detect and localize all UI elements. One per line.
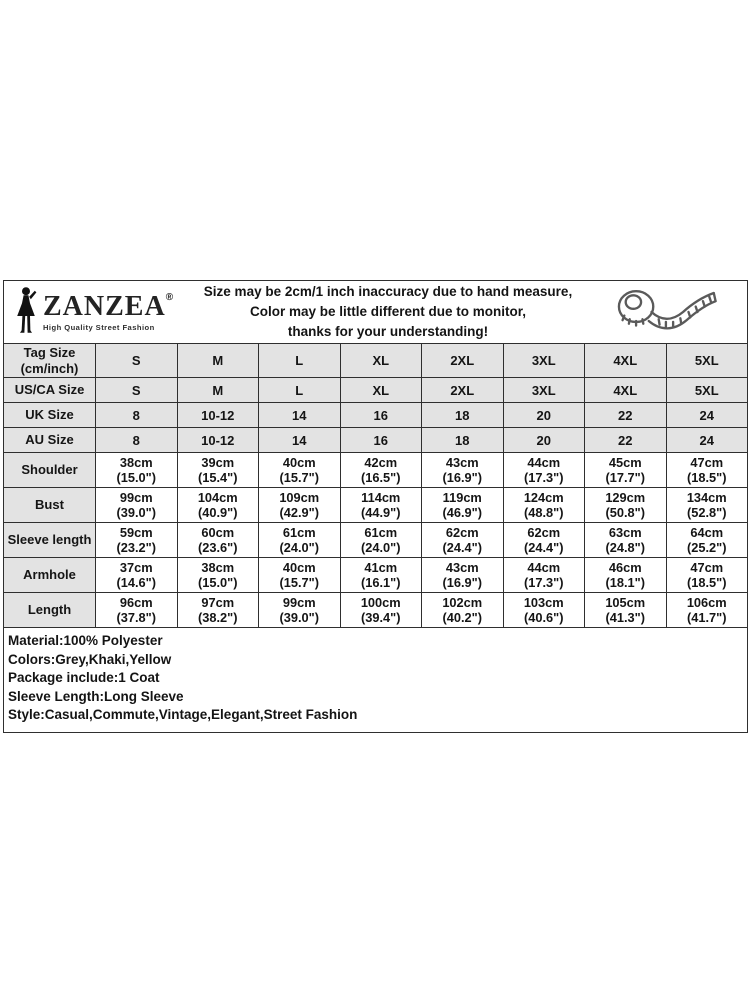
brand-tagline: High Quality Street Fashion [43, 322, 155, 332]
inch-value: (40.9") [198, 505, 238, 520]
size-cell: 20 [503, 403, 585, 428]
brand-logo [4, 286, 194, 338]
cm-value: 124cm [523, 489, 564, 505]
size-table-body [4, 344, 748, 628]
inch-value: (24.4") [442, 540, 482, 555]
measure-cell [177, 593, 259, 628]
inch-value: (48.8") [524, 505, 564, 520]
size-notice [194, 282, 582, 342]
size-cell: 3XL [503, 378, 585, 403]
cm-value: 109cm [279, 489, 320, 505]
row-label [4, 344, 96, 378]
cm-value: 134cm [686, 489, 727, 505]
measure-cell [585, 488, 667, 523]
cm-value: 114cm [361, 489, 401, 505]
inch-value: (23.2") [116, 540, 156, 555]
measure-cell [96, 558, 178, 593]
inch-value: (14.6") [116, 575, 156, 590]
size-cell: S [96, 344, 178, 378]
size-cell: 10-12 [177, 403, 259, 428]
cm-value: 102cm [442, 594, 483, 610]
size-cell: L [259, 378, 341, 403]
cm-value: 45cm [608, 454, 642, 470]
table-row [4, 558, 748, 593]
measure-cell [422, 488, 504, 523]
measure-cell [503, 558, 585, 593]
inch-value: (24.4") [524, 540, 564, 555]
cm-value: 104cm [197, 489, 238, 505]
inch-value: (41.7") [687, 610, 727, 625]
size-cell: XL [340, 378, 422, 403]
brand-name-row [43, 290, 175, 322]
inch-value: (37.8") [116, 610, 156, 625]
brand-text-block [43, 290, 175, 332]
inch-value: (41.3") [605, 610, 645, 625]
cm-value: 39cm [201, 454, 235, 470]
size-cell: 16 [340, 428, 422, 453]
size-cell: 18 [422, 428, 504, 453]
inch-value: (25.2") [687, 540, 727, 555]
table-row [4, 403, 748, 428]
measure-cell [96, 523, 178, 558]
cm-value: 43cm [445, 559, 479, 575]
detail-line: Package include:1 Coat [8, 670, 160, 686]
inch-value: (23.6") [198, 540, 238, 555]
inch-value: (17.3") [524, 575, 564, 590]
size-cell: 5XL [666, 378, 748, 403]
row-label-line: Tag Size [23, 345, 76, 360]
row-label-line: (cm/inch) [20, 360, 79, 376]
size-cell: 22 [585, 403, 667, 428]
row-label [4, 428, 96, 453]
inch-value: (50.8") [605, 505, 645, 520]
cm-value: 37cm [119, 559, 153, 575]
measure-cell [340, 558, 422, 593]
cm-value: 119cm [442, 489, 482, 505]
measure-cell [585, 523, 667, 558]
measure-cell [340, 488, 422, 523]
table-row [4, 523, 748, 558]
measure-cell [666, 488, 748, 523]
cm-value: 47cm [690, 454, 724, 470]
size-cell: 18 [422, 403, 504, 428]
measure-cell [96, 488, 178, 523]
row-label-line: US/CA Size [14, 382, 85, 398]
cm-value: 44cm [527, 454, 561, 470]
size-chart-sheet [3, 280, 748, 733]
inch-value: (16.5") [361, 470, 401, 485]
inch-value: (44.9") [361, 505, 401, 520]
size-cell: 22 [585, 428, 667, 453]
measure-cell [177, 488, 259, 523]
inch-value: (17.7") [605, 470, 645, 485]
cm-value: 96cm [119, 594, 153, 610]
product-details [4, 628, 747, 732]
cm-value: 62cm [527, 524, 561, 540]
measure-cell [585, 558, 667, 593]
cm-value: 100cm [360, 594, 401, 610]
size-cell: 14 [259, 428, 341, 453]
size-cell: M [177, 344, 259, 378]
inch-value: (40.6") [524, 610, 564, 625]
table-row [4, 593, 748, 628]
measure-cell [177, 558, 259, 593]
measure-cell [177, 523, 259, 558]
inch-value: (42.9") [279, 505, 319, 520]
inch-value: (18.5") [687, 575, 727, 590]
row-label [4, 488, 96, 523]
size-cell: M [177, 378, 259, 403]
woman-silhouette-icon [14, 286, 38, 338]
cm-value: 43cm [445, 454, 479, 470]
inch-value: (39.0") [116, 505, 156, 520]
inch-value: (24.0") [361, 540, 401, 555]
cm-value: 38cm [201, 559, 235, 575]
measure-cell [177, 453, 259, 488]
inch-value: (39.0") [279, 610, 319, 625]
measure-cell [585, 593, 667, 628]
cm-value: 97cm [201, 594, 235, 610]
measure-cell [259, 558, 341, 593]
inch-value: (15.4") [198, 470, 238, 485]
cm-value: 61cm [282, 524, 316, 540]
measure-cell [503, 488, 585, 523]
cm-value: 103cm [523, 594, 564, 610]
notice-line: Color may be little different due to monitor, [249, 304, 527, 319]
row-label-line: Length [27, 602, 72, 618]
registered-mark: ® [165, 291, 175, 303]
table-row [4, 428, 748, 453]
inch-value: (46.9") [442, 505, 482, 520]
detail-line: Style:Casual,Commute,Vintage,Elegant,Street Fashion [8, 707, 358, 723]
measure-cell [422, 523, 504, 558]
size-cell: 2XL [422, 378, 504, 403]
cm-value: 44cm [527, 559, 561, 575]
cm-value: 46cm [608, 559, 642, 575]
measure-cell [340, 523, 422, 558]
measure-cell [259, 593, 341, 628]
inch-value: (15.0") [116, 470, 156, 485]
cm-value: 64cm [690, 524, 724, 540]
row-label [4, 403, 96, 428]
row-label [4, 378, 96, 403]
inch-value: (39.4") [361, 610, 401, 625]
cm-value: 41cm [364, 559, 398, 575]
measure-cell [666, 453, 748, 488]
row-label-line: Bust [35, 497, 64, 513]
table-row [4, 344, 748, 378]
measure-cell [422, 453, 504, 488]
row-label-line: UK Size [25, 407, 74, 423]
measure-cell [585, 453, 667, 488]
cm-value: 63cm [608, 524, 642, 540]
measure-cell [503, 593, 585, 628]
inch-value: (16.9") [442, 470, 482, 485]
detail-line: Material:100% Polyester [8, 633, 163, 648]
size-cell: 16 [340, 403, 422, 428]
detail-line: Colors:Grey,Khaki,Yellow [8, 651, 172, 667]
inch-value: (40.2") [442, 610, 482, 625]
size-cell: 2XL [422, 344, 504, 378]
row-label-line: Armhole [23, 567, 76, 583]
size-cell: 24 [666, 428, 748, 453]
row-label [4, 593, 96, 628]
inch-value: (17.3") [524, 470, 564, 485]
measure-cell [96, 593, 178, 628]
inch-value: (24.8") [605, 540, 645, 555]
inch-value: (18.1") [605, 575, 645, 590]
measure-cell [259, 523, 341, 558]
cm-value: 62cm [445, 524, 479, 540]
size-cell: 4XL [585, 378, 667, 403]
size-cell: 8 [96, 428, 178, 453]
brand-name: ZANZEA [43, 290, 166, 322]
measure-cell [340, 453, 422, 488]
inch-value: (15.0") [198, 575, 238, 590]
size-cell: L [259, 344, 341, 378]
row-label [4, 523, 96, 558]
size-cell: 4XL [585, 344, 667, 378]
table-row [4, 378, 748, 403]
row-label [4, 453, 96, 488]
inch-value: (38.2") [198, 610, 238, 625]
detail-line: Sleeve Length:Long Sleeve [8, 688, 184, 704]
measure-cell [340, 593, 422, 628]
measure-cell [666, 593, 748, 628]
header-band [4, 281, 747, 343]
cm-value: 61cm [364, 524, 398, 540]
size-cell: 20 [503, 428, 585, 453]
row-label-line: AU Size [25, 432, 74, 448]
inch-value: (16.9") [442, 575, 482, 590]
cm-value: 99cm [119, 489, 153, 505]
measure-cell [503, 523, 585, 558]
measure-cell [259, 488, 341, 523]
measure-cell [503, 453, 585, 488]
table-row [4, 453, 748, 488]
size-cell: 8 [96, 403, 178, 428]
size-cell: XL [340, 344, 422, 378]
inch-value: (15.7") [279, 575, 319, 590]
cm-value: 42cm [364, 454, 398, 470]
cm-value: 38cm [119, 454, 153, 470]
inch-value: (52.8") [687, 505, 727, 520]
measure-cell [259, 453, 341, 488]
table-row [4, 488, 748, 523]
notice-line: Size may be 2cm/1 inch inaccuracy due to hand measure, [203, 284, 573, 299]
row-label [4, 558, 96, 593]
notice-line: thanks for your understanding! [287, 324, 489, 339]
inch-value: (24.0") [279, 540, 319, 555]
measure-cell [666, 523, 748, 558]
inch-value: (15.7") [279, 470, 319, 485]
row-label-line: Sleeve length [7, 532, 92, 548]
row-label-line: Shoulder [21, 462, 78, 478]
cm-value: 60cm [201, 524, 235, 540]
size-cell: 3XL [503, 344, 585, 378]
inch-value: (16.1") [361, 575, 401, 590]
inch-value: (18.5") [687, 470, 727, 485]
measure-cell [96, 453, 178, 488]
cm-value: 47cm [690, 559, 724, 575]
size-cell: 24 [666, 403, 748, 428]
size-cell: 10-12 [177, 428, 259, 453]
cm-value: 129cm [605, 489, 646, 505]
cm-value: 40cm [282, 559, 316, 575]
measure-cell [666, 558, 748, 593]
cm-value: 59cm [119, 524, 153, 540]
measure-cell [422, 593, 504, 628]
cm-value: 106cm [686, 594, 727, 610]
size-table [3, 343, 748, 628]
size-cell: 14 [259, 403, 341, 428]
cm-value: 40cm [282, 454, 316, 470]
cm-value: 105cm [605, 594, 646, 610]
cm-value: 99cm [282, 594, 316, 610]
measuring-tape-icon [582, 284, 747, 340]
size-cell: 5XL [666, 344, 748, 378]
size-cell: S [96, 378, 178, 403]
measure-cell [422, 558, 504, 593]
